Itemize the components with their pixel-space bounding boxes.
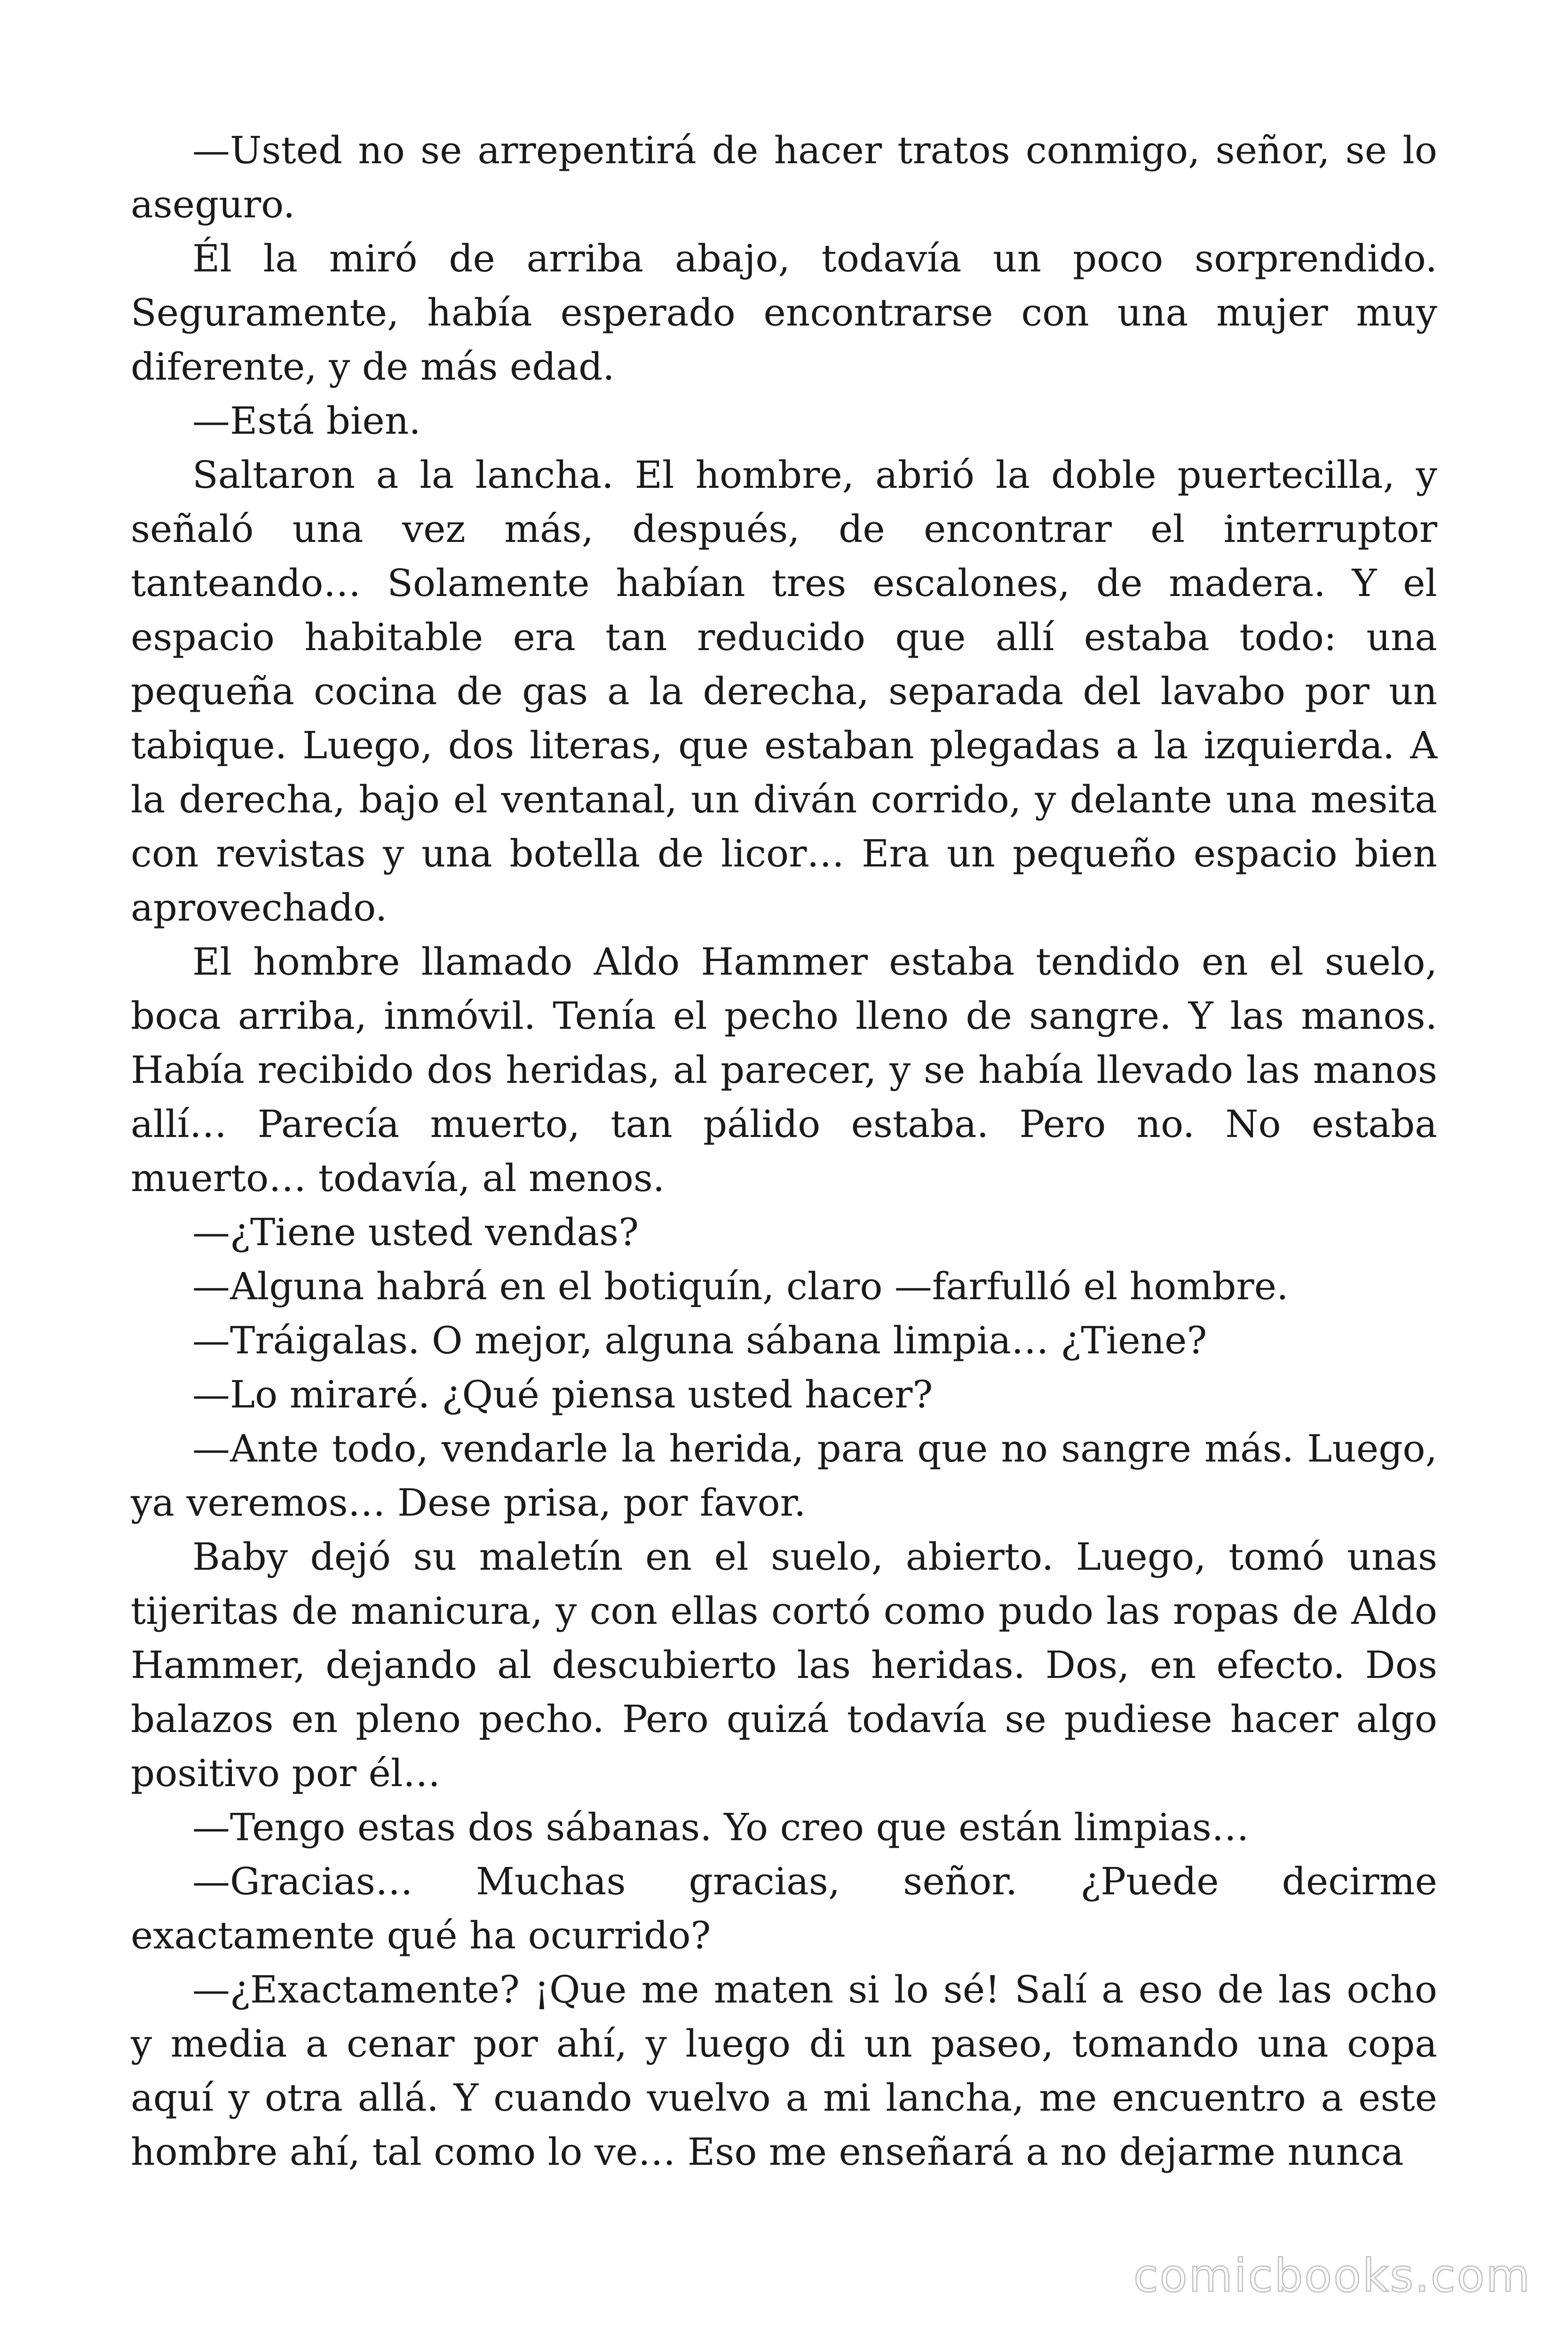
paragraph-3: —Está bien. xyxy=(192,399,421,443)
paragraph-7: —Alguna habrá en el botiquín, claro —farfulló el hombre. xyxy=(192,1264,1289,1308)
paragraph-14: —¿Exactamente? ¡Que me maten si lo sé! Salí a eso de las ocho y media a cenar por ahí, y luego di un paseo, tomando una copa aquí y otra allá. Y cuando vuelvo a mi lancha, me encuentro a este hombre ahí, tal como lo ve… Eso me enseñará a no dejarme nunca xyxy=(131,1968,1437,2174)
paragraph-1: —Usted no se arrepentirá de hacer tratos conmigo, señor, se lo aseguro. xyxy=(131,128,1437,226)
paragraph-6: —¿Tiene usted vendas? xyxy=(192,1210,639,1254)
paragraph-4: Saltaron a la lancha. El hombre, abrió la doble puertecilla, y señaló una vez más, después, de encontrar el interruptor tanteando… Solamente habían tres escalones, de madera. Y el espacio habitable era tan reducido que allí estaba todo: una pequeña cocina de gas a la derecha, separada del lavabo por un tabique. Luego, dos literas, que estaban plegadas a la izquierda. A la derecha, bajo el ventanal, un diván corrido, y delante una mesita con revistas y una botella de licor… Era un pequeño espacio bien aprovechado. xyxy=(131,453,1437,930)
paragraph-2: Él la miró de arriba abajo, todavía un poco sorprendido. Seguramente, había esperado encontrarse con una mujer muy diferente, y de más edad. xyxy=(131,237,1437,389)
paragraph-8: —Tráigalas. O mejor, alguna sábana limpia… ¿Tiene? xyxy=(192,1319,1207,1362)
paragraph-12: —Tengo estas dos sábanas. Yo creo que están limpias… xyxy=(192,1805,1249,1849)
paragraph-9: —Lo miraré. ¿Qué piensa usted hacer? xyxy=(192,1373,933,1416)
paragraph-11: Baby dejó su maletín en el suelo, abierto. Luego, tomó unas tijeritas de manicura, y con ellas cortó como pudo las ropas de Aldo Hammer, dejando al descubierto las heridas. Dos, en efecto. Dos balazos en pleno pecho. Pero quizá todavía se pudiese hacer algo positivo por él… xyxy=(131,1535,1437,1795)
paragraph-5: El hombre llamado Aldo Hammer estaba tendido en el suelo, boca arriba, inmóvil. Tenía el pecho lleno de sangre. Y las manos. Había recibido dos heridas, al parecer, y se había llevado las manos allí… Parecía muerto, tan pálido estaba. Pero no. No estaba muerto… todavía, al menos. xyxy=(131,940,1437,1200)
paragraph-10: —Ante todo, vendarle la herida, para que no sangre más. Luego, ya veremos… Dese prisa, por favor. xyxy=(131,1427,1437,1525)
paragraph-13: —Gracias… Muchas gracias, señor. ¿Puede decirme exactamente qué ha ocurrido? xyxy=(131,1859,1437,1957)
watermark: comicbooks.com xyxy=(1133,2249,1531,2302)
page-body xyxy=(131,123,1437,2179)
